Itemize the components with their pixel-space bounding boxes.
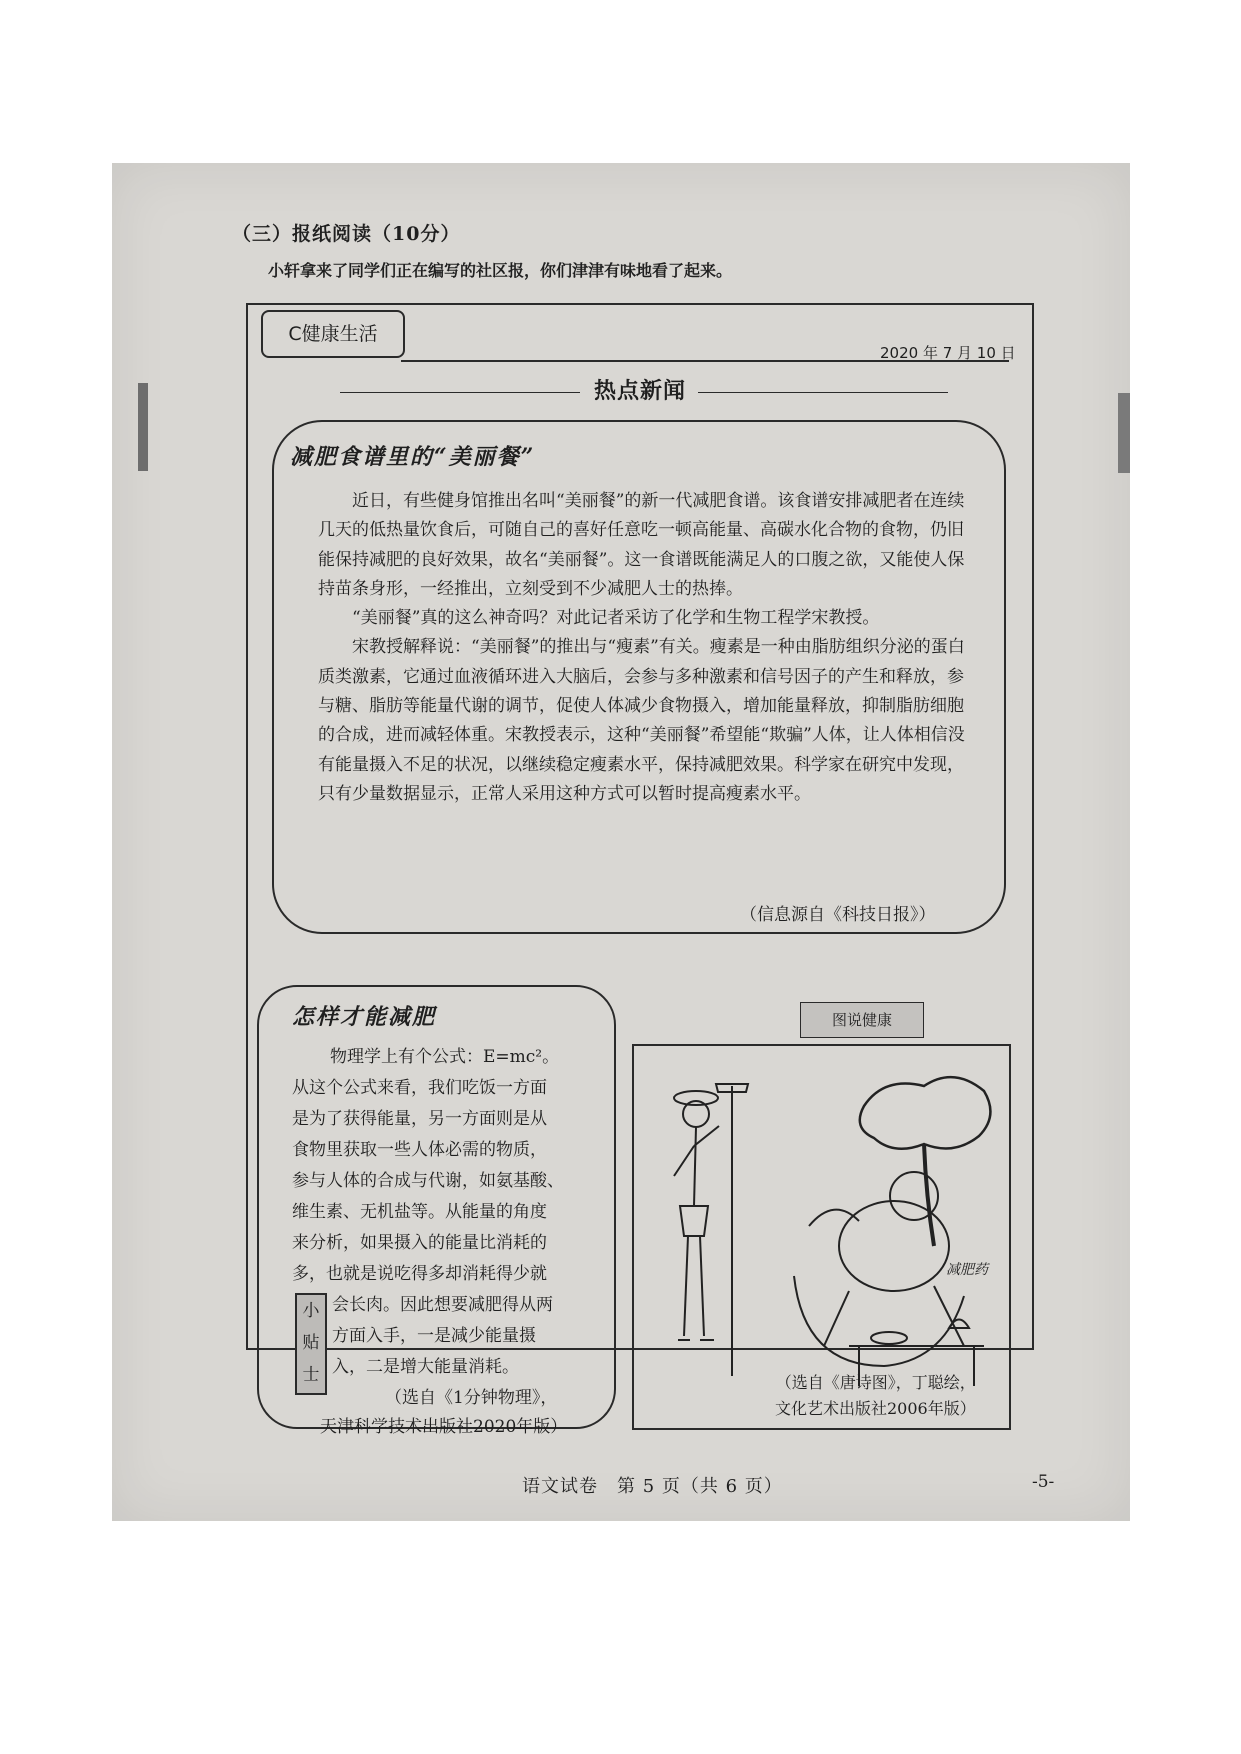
tip-label: 小贴士 bbox=[295, 1293, 327, 1395]
tip-line: 多，也就是说吃得多却消耗得少就 bbox=[292, 1264, 547, 1284]
section-title: （三）报纸阅读（10分） bbox=[232, 223, 461, 245]
tip-line: 方面入手，一是减少能量摄 bbox=[332, 1326, 536, 1346]
tip-line: 来分析，如果摄入的能量比消耗的 bbox=[292, 1233, 547, 1253]
tip-line: 从这个公式来看，我们吃饭一方面 bbox=[292, 1078, 547, 1098]
headline-rule bbox=[340, 392, 580, 393]
binding-edge-mark bbox=[138, 383, 148, 471]
article-paragraph: “美丽餐”真的这么神奇吗？对此记者采访了化学和生物工程学宋教授。 bbox=[352, 608, 880, 629]
tip-line: 会长肉。因此想要减肥得从两 bbox=[332, 1295, 553, 1315]
tip-line: 维生素、无机盐等。从能量的角度 bbox=[292, 1202, 547, 1222]
cartoon-sign-text: 减肥药 bbox=[946, 1262, 988, 1278]
tip-line: 是为了获得能量，另一方面则是从 bbox=[292, 1109, 547, 1129]
picture-tag: 图说健康 bbox=[800, 1002, 924, 1038]
headline-rule bbox=[698, 392, 948, 393]
tip-line: 入，二是增大能量消耗。 bbox=[332, 1357, 519, 1377]
article-title: 减肥食谱里的“美丽餐” bbox=[290, 444, 536, 470]
article-source: （信息源自《科技日报》） bbox=[740, 905, 936, 925]
article-paragraph: 宋教授解释说：“美丽餐”的推出与“瘦素”有关。瘦素是一种由脂肪组织分泌的蛋白质类激素，它通过血液循环进入大脑后，会参与多种激素和信号因子的产生和释放，参与糖、脂肪等能量代谢的调节，促使人体减少食物摄入，增加能量释放，抑制脂肪细胞的合成，进而减轻体重。宋教授表示，这种“美丽餐”希望能“欺骗”人体，让人体相信没有能量摄入不足的状况，以继续稳定瘦素水平，保持减肥效果。科学家在研究中发现，只有少量数据显示，正常人采用这种方式可以暂时提高瘦素水平。 bbox=[318, 637, 965, 804]
tip-title: 怎样才能减肥 bbox=[292, 1004, 437, 1030]
cartoon-caption-line: 文化艺术出版社2006年版） bbox=[775, 1399, 976, 1418]
cartoon-caption bbox=[775, 1370, 976, 1422]
issue-date: 2020 年 7 月 10 日 bbox=[880, 344, 1016, 362]
tip-line: 食物里获取一些人体必需的物质， bbox=[292, 1140, 547, 1160]
article-paragraph: 近日，有些健身馆推出名叫“美丽餐”的新一代减肥食谱。该食谱安排减肥者在连续几天的低热量饮食后，可随自己的喜好任意吃一顿高能量、高碳水化合物的食物，仍旧能保持减肥的良好效果，故名“美丽餐”。这一食谱既能满足人的口腹之欲，又能使人保持苗条身形，一经推出，立刻受到不少减肥人士的热捧。 bbox=[318, 491, 965, 599]
tip-source: （选自《1分钟物理》， bbox=[385, 1388, 558, 1408]
page-footer: 语文试卷 第 5 页（共 6 页） bbox=[522, 1476, 783, 1497]
tip-source: 天津科学技术出版社2020年版） bbox=[320, 1417, 568, 1437]
hot-news-title: 热点新闻 bbox=[594, 378, 687, 404]
cartoon-caption-line: （选自《唐诗图》，丁聪绘， bbox=[775, 1373, 976, 1392]
binding-edge-mark bbox=[1118, 393, 1130, 473]
page-number: -5- bbox=[1032, 1472, 1055, 1492]
article-body bbox=[318, 487, 968, 809]
section-intro: 小轩拿来了同学们正在编写的社区报，你们津津有味地看了起来。 bbox=[268, 261, 733, 280]
tip-line: 参与人体的合成与代谢，如氨基酸、 bbox=[292, 1171, 564, 1191]
tip-line: 物理学上有个公式：E=mc²。 bbox=[330, 1047, 560, 1067]
column-tag: C健康生活 bbox=[261, 310, 405, 358]
